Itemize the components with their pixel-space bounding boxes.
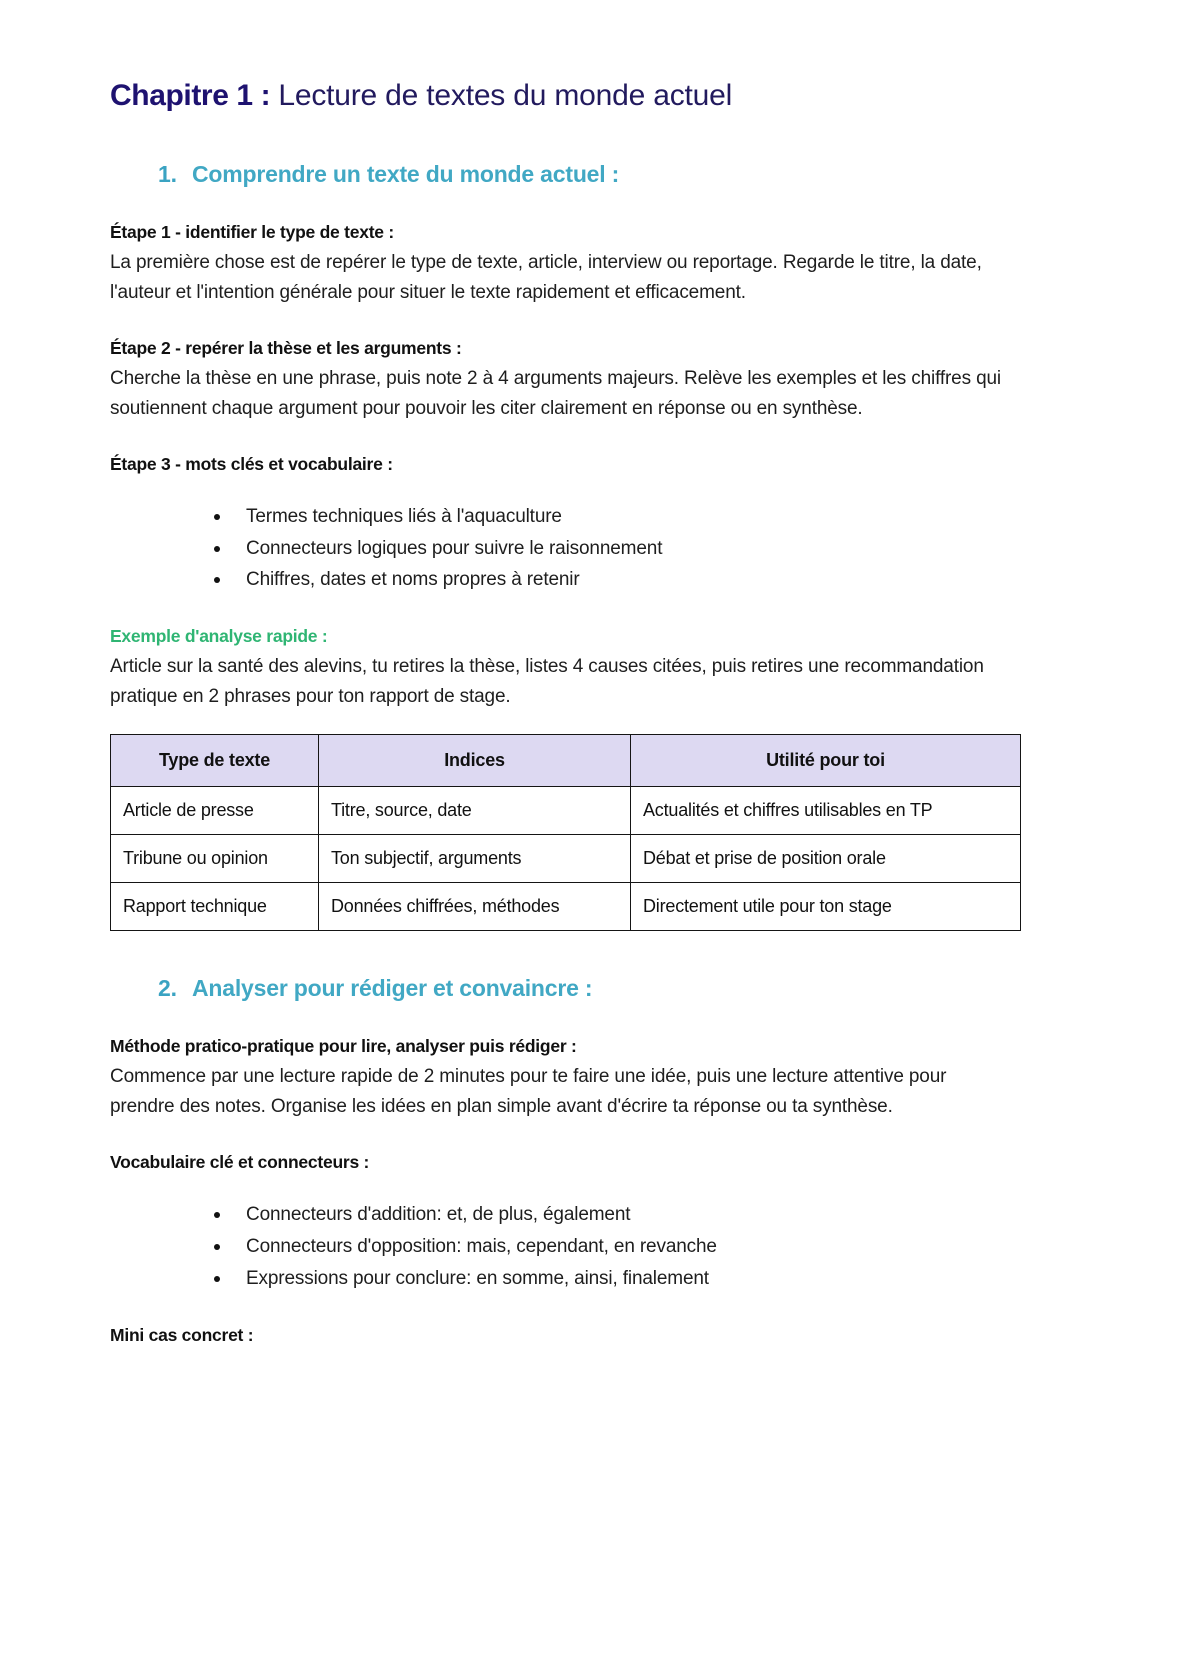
table-cell: Titre, source, date: [319, 787, 631, 835]
etape-3-heading: Étape 3 - mots clés et vocabulaire :: [110, 453, 393, 474]
table-row: [111, 835, 1021, 883]
etape-2-heading: Étape 2 - repérer la thèse et les arguments :: [110, 337, 462, 358]
etape-3-bullet-list: [110, 501, 1090, 597]
table-cell: Directement utile pour ton stage: [631, 883, 1021, 931]
page-title-rest: Lecture de textes du monde actuel: [270, 79, 733, 112]
etape-1-heading: Étape 1 - identifier le type de texte :: [110, 221, 394, 242]
section-spacer: [110, 931, 1090, 975]
table-cell: Rapport technique: [111, 883, 319, 931]
etape-1-paragraph: La première chose est de repérer le type de texte, article, interview ou reportage. Regarde le titre, la date, l'auteur et l'intention générale pour situer le texte rapidement et efficacement.: [110, 251, 982, 303]
etape-2-paragraph: Cherche la thèse en une phrase, puis note 2 à 4 arguments majeurs. Relève les exemples et les chiffres qui soutiennent chaque argument pour pouvoir les citer clairement en réponse ou en synthèse.: [110, 367, 1001, 419]
table-header-cell: Type de texte: [111, 735, 319, 787]
table-cell: Ton subjectif, arguments: [319, 835, 631, 883]
exemple-analyse-paragraph: Article sur la santé des alevins, tu retires la thèse, listes 4 causes citées, puis retires une recommandation pratique en 2 phrases pour ton rapport de stage.: [110, 656, 984, 708]
list-item: Chiffres, dates et noms propres à retenir: [214, 564, 1090, 596]
chapter-label: Chapitre 1 :: [110, 79, 271, 112]
mini-cas-concret-heading: Mini cas concret :: [110, 1325, 254, 1346]
table-row: [111, 883, 1021, 931]
methode-paragraph: Commence par une lecture rapide de 2 minutes pour te faire une idée, puis une lecture attentive pour prendre des notes. Organise les idées en plan simple avant d'écrire ta réponse ou ta synthèse.: [110, 1066, 947, 1118]
vocabulaire-bullet-list: [110, 1199, 1090, 1295]
table-cell: Tribune ou opinion: [111, 835, 319, 883]
list-item: Connecteurs d'addition: et, de plus, également: [214, 1199, 1090, 1231]
type-de-texte-table: [110, 734, 1021, 931]
table-header-cell: Utilité pour toi: [631, 735, 1021, 787]
list-item: Expressions pour conclure: en somme, ainsi, finalement: [214, 1263, 1090, 1295]
section-2-number: 2.: [158, 975, 177, 1002]
methode-heading: Méthode pratico-pratique pour lire, analyser puis rédiger :: [110, 1036, 577, 1057]
vocabulaire-heading: Vocabulaire clé et connecteurs :: [110, 1152, 370, 1173]
list-item: Connecteurs d'opposition: mais, cependant, en revanche: [214, 1231, 1090, 1263]
table-cell: Données chiffrées, méthodes: [319, 883, 631, 931]
table-header-cell: Indices: [319, 735, 631, 787]
section-1-label: Comprendre un texte du monde actuel :: [192, 160, 620, 187]
table-cell: Débat et prise de position orale: [631, 835, 1021, 883]
table-header-row: [111, 735, 1021, 787]
table-cell: Article de presse: [111, 787, 319, 835]
section-heading-1: [158, 161, 1090, 188]
section-heading-2: [158, 975, 1090, 1002]
exemple-analyse-heading: Exemple d'analyse rapide :: [110, 626, 328, 647]
list-item: Connecteurs logiques pour suivre le raisonnement: [214, 533, 1090, 565]
page-title: [110, 78, 1090, 115]
table-cell: Actualités et chiffres utilisables en TP: [631, 787, 1021, 835]
list-item: Termes techniques liés à l'aquaculture: [214, 501, 1090, 533]
table-row: [111, 787, 1021, 835]
section-2-label: Analyser pour rédiger et convaincre :: [192, 975, 593, 1002]
section-1-number: 1.: [158, 160, 177, 187]
